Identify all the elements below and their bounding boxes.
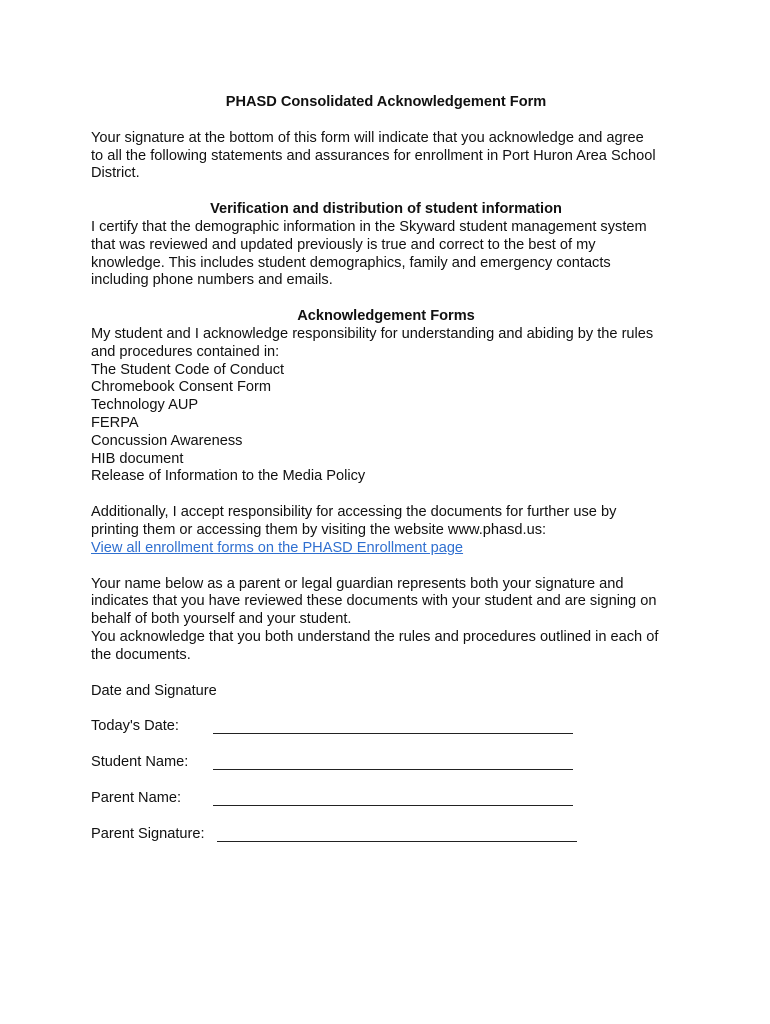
verification-line: that was reviewed and updated previously is true and correct to the best of my bbox=[91, 236, 596, 253]
parent-name-line[interactable] bbox=[213, 791, 573, 806]
parent-signature-row bbox=[91, 825, 691, 843]
guardian-line: the documents. bbox=[91, 646, 191, 663]
signature-heading: Date and Signature bbox=[91, 682, 217, 699]
intro-line: Your signature at the bottom of this form will indicate that you acknowledge and agree bbox=[91, 129, 644, 146]
guardian-line: indicates that you have reviewed these documents with your student and are signing on bbox=[91, 593, 657, 610]
acknowledgement-item: Technology AUP bbox=[91, 397, 199, 414]
acknowledgement-item: HIB document bbox=[91, 450, 184, 467]
acknowledgement-item: Chromebook Consent Form bbox=[91, 379, 272, 396]
student-name-line[interactable] bbox=[213, 755, 573, 770]
acknowledgement-section bbox=[91, 308, 691, 486]
acknowledgement-heading: Acknowledgement Forms bbox=[297, 308, 475, 325]
student-name-label: Student Name: bbox=[91, 753, 189, 770]
guardian-line: behalf of both yourself and your student. bbox=[91, 611, 352, 628]
verification-line: knowledge. This includes student demographics, family and emergency contacts bbox=[91, 254, 611, 271]
acknowledgement-line: and procedures contained in: bbox=[91, 343, 280, 360]
verification-line: I certify that the demographic information in the Skyward student management system bbox=[91, 218, 647, 235]
acknowledgement-line: My student and I acknowledge responsibility for understanding and abiding by the rules bbox=[91, 325, 654, 342]
parent-signature-label: Parent Signature: bbox=[91, 825, 205, 842]
enrollment-forms-link[interactable]: View all enrollment forms on the PHASD Enrollment page bbox=[91, 539, 464, 556]
intro-paragraph bbox=[91, 130, 691, 183]
todays-date-row bbox=[91, 717, 691, 735]
verification-heading: Verification and distribution of student information bbox=[210, 201, 562, 218]
student-name-row bbox=[91, 753, 691, 771]
verification-section bbox=[91, 201, 691, 290]
acknowledgement-item: The Student Code of Conduct bbox=[91, 361, 285, 378]
document-page bbox=[91, 94, 691, 861]
additional-paragraph bbox=[91, 504, 691, 557]
acknowledgement-item: Release of Information to the Media Policy bbox=[91, 468, 366, 485]
acknowledgement-item: FERPA bbox=[91, 414, 139, 431]
parent-signature-line[interactable] bbox=[217, 827, 577, 842]
guardian-line: Your name below as a parent or legal guardian represents both your signature and bbox=[91, 575, 624, 592]
page-title: PHASD Consolidated Acknowledgement Form bbox=[225, 94, 547, 110]
parent-name-label: Parent Name: bbox=[91, 789, 182, 806]
intro-line: District. bbox=[91, 165, 140, 182]
guardian-paragraph bbox=[91, 576, 691, 665]
guardian-line: You acknowledge that you both understand the rules and procedures outlined in each of bbox=[91, 628, 659, 645]
intro-line: to all the following statements and assurances for enrollment in Port Huron Area School bbox=[91, 147, 656, 164]
additional-line: Additionally, I accept responsibility for accessing the documents for further use by bbox=[91, 504, 617, 521]
parent-name-row bbox=[91, 789, 691, 807]
verification-line: including phone numbers and emails. bbox=[91, 272, 333, 289]
acknowledgement-item: Concussion Awareness bbox=[91, 432, 243, 449]
todays-date-label: Today's Date: bbox=[91, 717, 179, 734]
todays-date-line[interactable] bbox=[213, 719, 573, 734]
additional-line: printing them or accessing them by visiting the website www.phasd.us: bbox=[91, 521, 547, 538]
